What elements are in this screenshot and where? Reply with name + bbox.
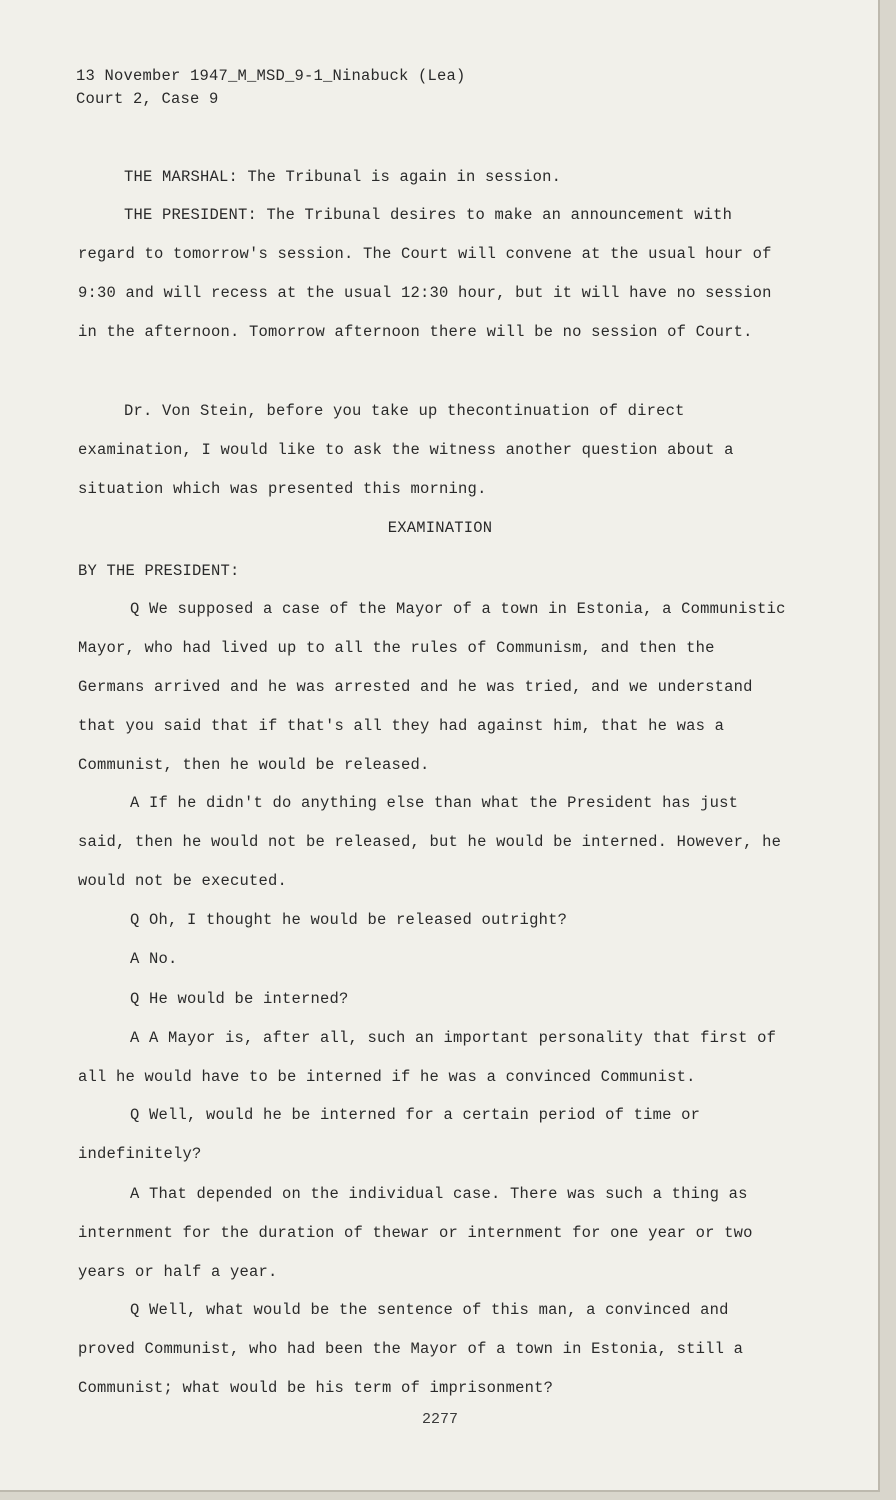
by-line: BY THE PRESIDENT: xyxy=(78,562,240,580)
marshal-statement: THE MARSHAL: The Tribunal is again in session. xyxy=(124,168,562,186)
header-line-1: 13 November 1947_M_MSD_9-1_Ninabuck (Lea) xyxy=(76,67,466,85)
header-line-2: Court 2, Case 9 xyxy=(76,90,219,108)
question-1: Q We supposed a case of the Mayor of a town in Estonia, a Communistic Mayor, who had lived up to all the rules of Communism, and then the Germans arrived and he was arrested and he was tried, and we understand that you said that if that's all they had against him, that he was a Communist, then he would be released. xyxy=(78,600,786,774)
question-4: Q Well, would he be interned for a certain period of time or indefinitely? xyxy=(78,1106,701,1163)
answer-3: A A Mayor is, after all, such an important personality that first of all he would have to be interned if he was a convinced Communist. xyxy=(78,1029,777,1086)
answer-1: A If he didn't do anything else than what the President has just said, then he would not be released, but he would be interned. However, he would not be executed. xyxy=(78,794,782,890)
president-announcement: THE PRESIDENT: The Tribunal desires to make an announcement with regard to tomorrow's session. The Court will convene at the usual hour of 9:30 and will recess at the usual 12:30 hour, but it will have no session in the afternoon. Tomorrow afternoon there will be no session of Court. xyxy=(78,206,772,341)
answer-2: A No. xyxy=(130,950,178,968)
president-question-intro: Dr. Von Stein, before you take up thecontinuation of direct examination, I would like to ask the witness another question about a situation which was presented this morning. xyxy=(78,402,734,498)
examination-heading: EXAMINATION xyxy=(387,519,493,537)
question-5: Q Well, what would be the sentence of this man, a convinced and proved Communist, who had been the Mayor of a town in Estonia, still a Communist; what would be his term of imprisonment? xyxy=(78,1301,744,1397)
page-number: 2277 xyxy=(421,1411,458,1428)
question-2: Q Oh, I thought he would be released outright? xyxy=(130,911,568,929)
answer-4: A That depended on the individual case. There was such a thing as internment for the duration of thewar or internment for one year or two years or half a year. xyxy=(78,1185,753,1281)
question-3: Q He would be interned? xyxy=(130,990,349,1008)
